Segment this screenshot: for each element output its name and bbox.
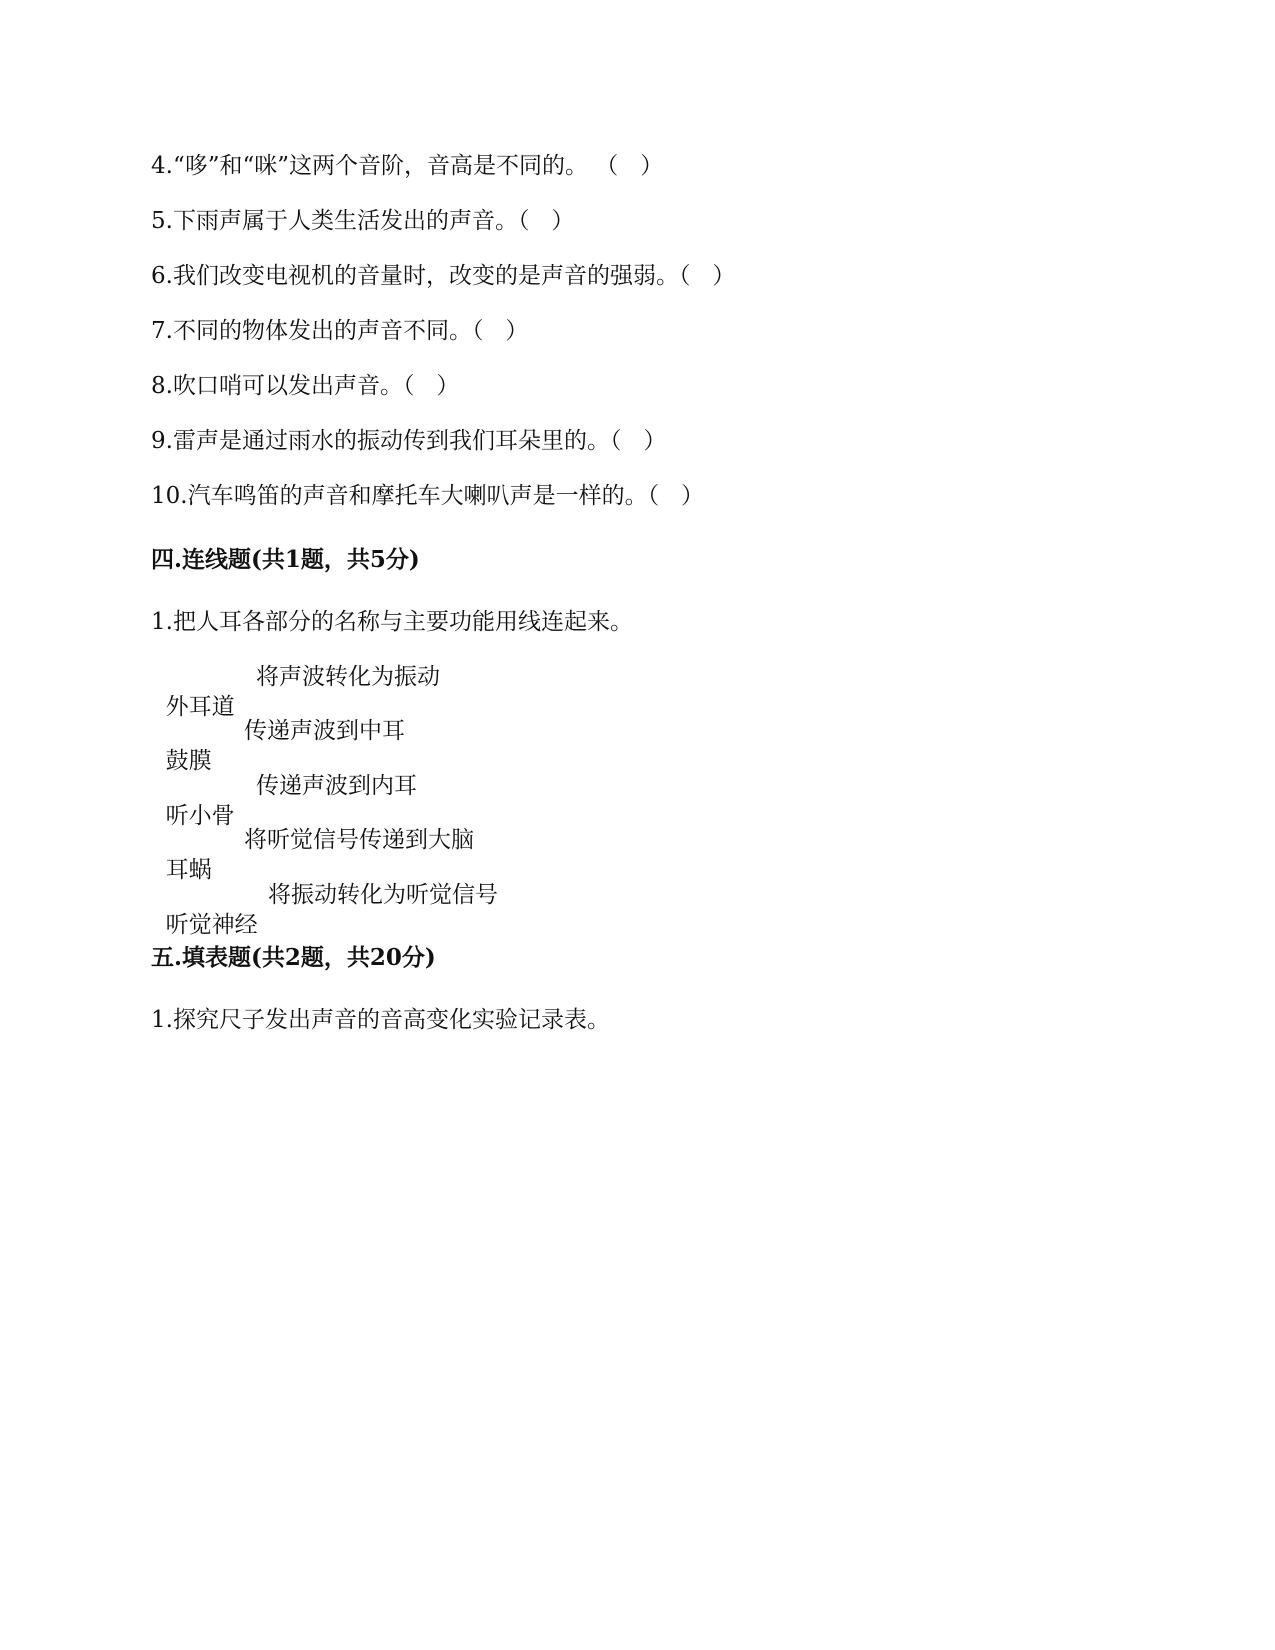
section-heading: 四.连线题(共1题，共5分): [151, 546, 420, 573]
ear-part-label: 耳蜗: [165, 857, 212, 883]
judgement-item: 10.汽车鸣笛的声音和摩托车大喇叭声是一样的。（ ）: [151, 483, 705, 509]
section-heading: 五.填表题(共2题，共20分): [151, 944, 436, 971]
function-label: 传递声波到中耳: [244, 718, 405, 744]
judgement-item: 9.雷声是通过雨水的振动传到我们耳朵里的。（ ）: [151, 428, 667, 454]
ear-part-label: 听小骨: [165, 803, 235, 829]
ear-part-label: 鼓膜: [165, 748, 212, 774]
function-label: 传递声波到内耳: [256, 773, 417, 799]
judgement-item: 5.下雨声属于人类生活发出的声音。（ ）: [151, 208, 575, 234]
table-question: 1.探究尺子发出声音的音高变化实验记录表。: [151, 1007, 610, 1033]
judgement-item: 4.“哆”和“咪”这两个音阶，音高是不同的。 （ ）: [151, 153, 664, 179]
judgement-item: 8.吹口哨可以发出声音。（ ）: [151, 373, 460, 399]
ear-part-label: 外耳道: [165, 694, 235, 720]
matching-question: 1.把人耳各部分的名称与主要功能用线连起来。: [151, 609, 633, 635]
function-label: 将听觉信号传递到大脑: [244, 827, 474, 853]
function-label: 将声波转化为振动: [256, 664, 440, 690]
function-label: 将振动转化为听觉信号: [268, 882, 498, 908]
judgement-item: 6.我们改变电视机的音量时，改变的是声音的强弱。（ ）: [151, 263, 736, 289]
judgement-item: 7.不同的物体发出的声音不同。（ ）: [151, 318, 529, 344]
ear-part-label: 听觉神经: [165, 912, 258, 938]
